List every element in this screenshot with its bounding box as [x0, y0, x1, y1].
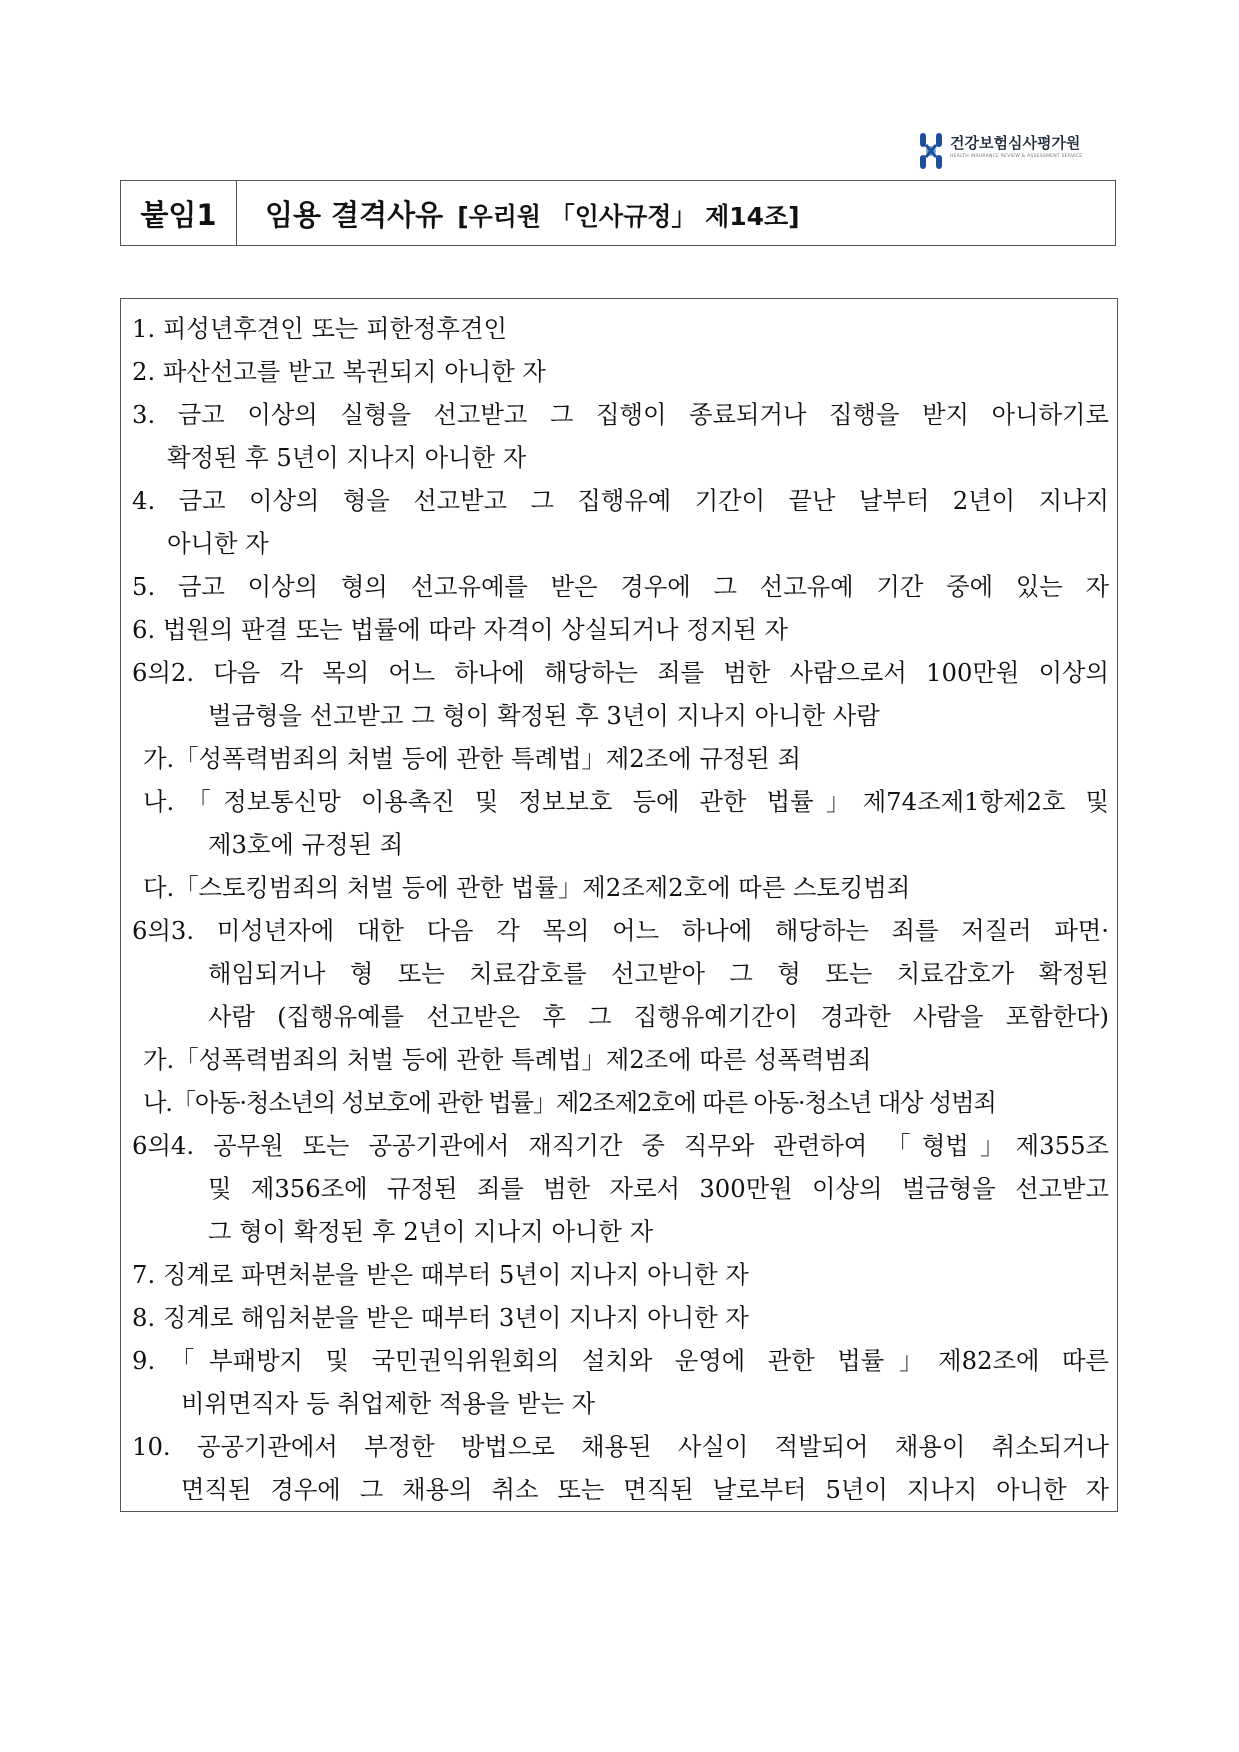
hira-emblem-icon — [918, 131, 944, 171]
list-item-continued: 그 형이 확정된 후 2년이 지나지 아니한 자 — [208, 1217, 654, 1246]
disqualification-list — [120, 298, 1118, 1512]
organization-english-name: HEALTH INSURANCE REVIEW & ASSESSMENT SERVICE — [950, 154, 1083, 159]
list-item-continued: 비위면직자 등 취업제한 적용을 받는 자 — [181, 1389, 596, 1418]
list-item: 6의3. 미성년자에 대한 다음 각 목의 어느 하나에 해당하는 죄를 저질러 파면· — [132, 916, 1109, 945]
list-item-continued: 벌금형을 선고받고 그 형이 확정된 후 3년이 지나지 아니한 사람 — [208, 701, 880, 730]
list-item-continued: 아니한 자 — [167, 529, 269, 558]
sub-item: 다.「스토킹범죄의 처벌 등에 관한 법률」제2조제2호에 따른 스토킹범죄 — [143, 873, 911, 902]
sub-item-continued: 제3호에 규정된 죄 — [208, 830, 404, 859]
page-title — [237, 193, 800, 234]
list-item: 4. 금고 이상의 형을 선고받고 그 집행유예 기간이 끝난 날부터 2년이 지나지 — [132, 486, 1109, 515]
title-box — [120, 180, 1116, 246]
list-item: 6의4. 공무원 또는 공공기관에서 재직기간 중 직무와 관련하여 「형법」제355조 — [132, 1131, 1109, 1160]
attachment-label: 붙임1 — [121, 181, 237, 245]
list-item-continued: 및 제356조에 규정된 죄를 범한 자로서 300만원 이상의 벌금형을 선고받고 — [208, 1174, 1109, 1203]
list-item: 6. 법원의 판결 또는 법률에 따라 자격이 상실되거나 정지된 자 — [132, 615, 788, 644]
sub-item: 나.「아동·청소년의 성보호에 관한 법률」제2조제2호에 따른 아동·청소년 대상 성범죄 — [143, 1088, 996, 1117]
list-item: 2. 파산선고를 받고 복권되지 아니한 자 — [132, 357, 546, 386]
list-item-continued: 면직된 경우에 그 채용의 취소 또는 면직된 날로부터 5년이 지나지 아니한 자 — [181, 1475, 1109, 1504]
list-item: 5. 금고 이상의 형의 선고유예를 받은 경우에 그 선고유예 기간 중에 있는 자 — [132, 572, 1109, 601]
sub-item: 나.「정보통신망 이용촉진 및 정보보호 등에 관한 법률」제74조제1항제2호 및 — [143, 787, 1109, 816]
title-main: 임용 결격사유 — [265, 197, 444, 232]
organization-name: 건강보험심사평가원 — [950, 134, 1081, 152]
list-item-continued: 사람 (집행유예를 선고받은 후 그 집행유예기간이 경과한 사람을 포함한다) — [208, 1002, 1109, 1031]
list-item: 1. 피성년후견인 또는 피한정후견인 — [132, 314, 507, 343]
organization-logo — [918, 131, 1118, 175]
sub-item: 가.「성폭력범죄의 처벌 등에 관한 특례법」제2조에 규정된 죄 — [143, 744, 801, 773]
title-reference: [우리원 「인사규정」 제14조] — [457, 201, 800, 231]
list-item: 7. 징계로 파면처분을 받은 때부터 5년이 지나지 아니한 자 — [132, 1260, 749, 1289]
list-item: 9.「부패방지 및 국민권익위원회의 설치와 운영에 관한 법률」제82조에 따른 — [132, 1346, 1109, 1375]
list-item-continued: 확정된 후 5년이 지나지 아니한 자 — [167, 443, 527, 472]
list-item: 3. 금고 이상의 실형을 선고받고 그 집행이 종료되거나 집행을 받지 아니하기로 — [132, 400, 1109, 429]
list-item: 10. 공공기관에서 부정한 방법으로 채용된 사실이 적발되어 채용이 취소되거나 — [132, 1432, 1109, 1461]
sub-item: 가.「성폭력범죄의 처벌 등에 관한 특례법」제2조에 따른 성폭력범죄 — [143, 1045, 872, 1074]
list-item-continued: 해임되거나 형 또는 치료감호를 선고받아 그 형 또는 치료감호가 확정된 — [208, 959, 1109, 988]
list-item: 8. 징계로 해임처분을 받은 때부터 3년이 지나지 아니한 자 — [132, 1303, 749, 1332]
list-item: 6의2. 다음 각 목의 어느 하나에 해당하는 죄를 범한 사람으로서 100만원 이상의 — [132, 658, 1109, 687]
